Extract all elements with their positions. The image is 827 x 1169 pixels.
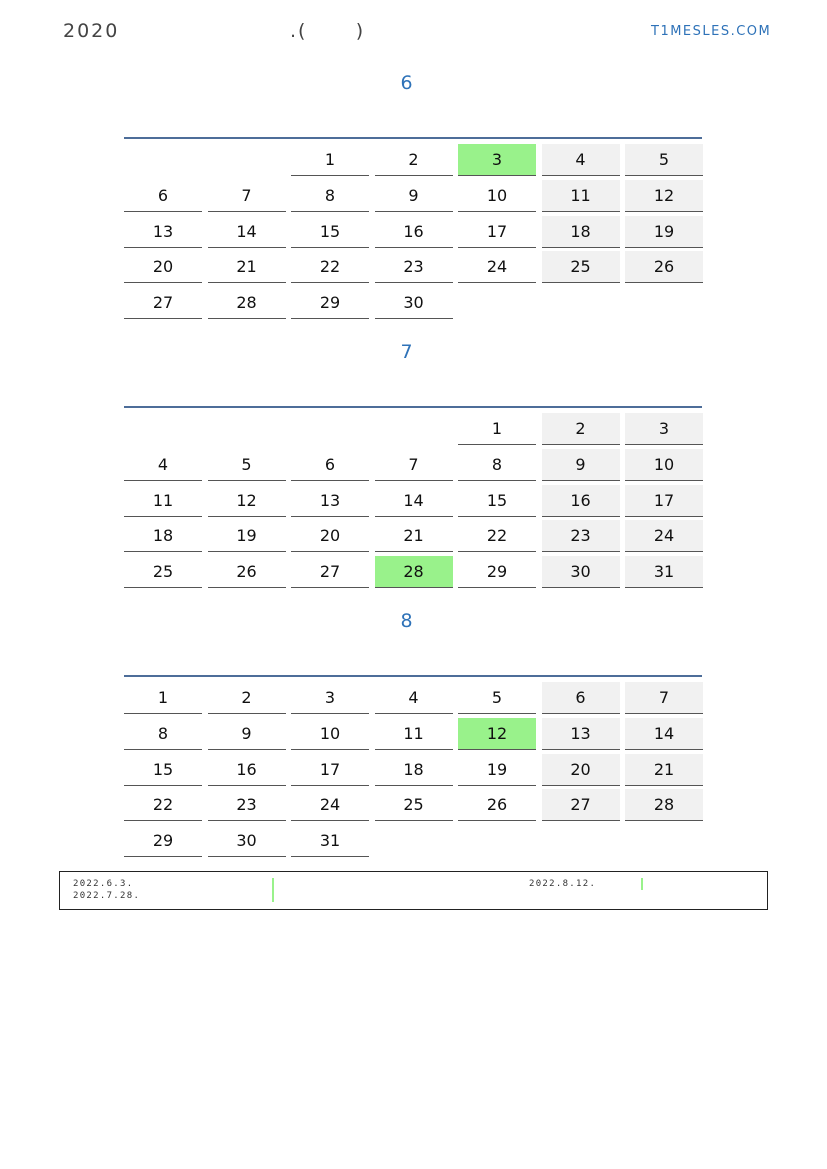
legend-marker — [272, 890, 274, 902]
day-cell[interactable]: 11 — [124, 485, 202, 517]
header-paren: .( ) — [290, 20, 366, 42]
day-cell[interactable]: 20 — [542, 754, 620, 786]
day-cell[interactable]: 1 — [291, 144, 369, 176]
day-cell[interactable]: 22 — [458, 520, 536, 552]
day-cell[interactable]: 31 — [625, 556, 703, 588]
day-cell[interactable]: 18 — [542, 216, 620, 248]
day-cell[interactable]: 9 — [208, 718, 286, 750]
day-cell[interactable]: 23 — [208, 789, 286, 821]
day-cell[interactable]: 28 — [625, 789, 703, 821]
day-cell[interactable]: 26 — [458, 789, 536, 821]
day-cell[interactable]: 3 — [291, 682, 369, 714]
day-cell[interactable]: 8 — [124, 718, 202, 750]
day-cell[interactable]: 6 — [542, 682, 620, 714]
day-cell[interactable]: 17 — [458, 216, 536, 248]
day-cell[interactable]: 27 — [124, 287, 202, 319]
day-cell[interactable]: 4 — [375, 682, 453, 714]
day-cell[interactable]: 5 — [625, 144, 703, 176]
day-cell[interactable]: 29 — [291, 287, 369, 319]
day-cell[interactable]: 21 — [625, 754, 703, 786]
day-cell[interactable]: 11 — [375, 718, 453, 750]
day-cell[interactable]: 2 — [375, 144, 453, 176]
day-cell[interactable]: 31 — [291, 825, 369, 857]
calendar-top-rule — [124, 675, 702, 677]
day-cell[interactable]: 24 — [458, 251, 536, 283]
day-cell[interactable]: 20 — [291, 520, 369, 552]
day-cell[interactable]: 15 — [124, 754, 202, 786]
month-title-july: 7 — [400, 341, 413, 363]
day-cell[interactable]: 17 — [291, 754, 369, 786]
day-cell[interactable]: 22 — [124, 789, 202, 821]
day-cell[interactable]: 19 — [208, 520, 286, 552]
day-cell[interactable]: 6 — [291, 449, 369, 481]
day-cell[interactable]: 18 — [124, 520, 202, 552]
day-cell[interactable]: 26 — [208, 556, 286, 588]
day-cell[interactable]: 1 — [124, 682, 202, 714]
day-cell[interactable]: 14 — [625, 718, 703, 750]
day-cell[interactable]: 13 — [124, 216, 202, 248]
day-cell[interactable]: 29 — [124, 825, 202, 857]
day-cell[interactable]: 12 — [625, 180, 703, 212]
day-cell[interactable]: 10 — [625, 449, 703, 481]
day-cell[interactable]: 27 — [542, 789, 620, 821]
day-cell[interactable]: 24 — [625, 520, 703, 552]
day-cell[interactable]: 3 — [458, 144, 536, 176]
day-cell[interactable]: 15 — [458, 485, 536, 517]
day-cell[interactable]: 16 — [208, 754, 286, 786]
day-cell[interactable]: 28 — [208, 287, 286, 319]
legend-entry: 2022.6.3. — [73, 879, 134, 889]
day-cell[interactable]: 16 — [375, 216, 453, 248]
month-title-june: 6 — [400, 72, 413, 94]
day-cell[interactable]: 23 — [375, 251, 453, 283]
day-cell[interactable]: 30 — [542, 556, 620, 588]
day-cell[interactable]: 10 — [458, 180, 536, 212]
day-cell[interactable]: 11 — [542, 180, 620, 212]
legend-entry: 2022.7.28. — [73, 891, 141, 901]
day-cell[interactable]: 27 — [291, 556, 369, 588]
day-cell[interactable]: 7 — [625, 682, 703, 714]
day-cell[interactable]: 3 — [625, 413, 703, 445]
day-cell[interactable]: 22 — [291, 251, 369, 283]
day-cell[interactable]: 28 — [375, 556, 453, 588]
calendar-top-rule — [124, 137, 702, 139]
day-cell[interactable]: 6 — [124, 180, 202, 212]
day-cell[interactable]: 7 — [375, 449, 453, 481]
legend-marker — [641, 878, 643, 890]
day-cell[interactable]: 2 — [542, 413, 620, 445]
day-cell[interactable]: 5 — [458, 682, 536, 714]
day-cell[interactable]: 13 — [542, 718, 620, 750]
day-cell[interactable]: 10 — [291, 718, 369, 750]
day-cell[interactable]: 13 — [291, 485, 369, 517]
day-cell[interactable]: 19 — [458, 754, 536, 786]
day-cell[interactable]: 18 — [375, 754, 453, 786]
day-cell[interactable]: 21 — [375, 520, 453, 552]
day-cell[interactable]: 8 — [458, 449, 536, 481]
month-title-august: 8 — [400, 610, 413, 632]
day-cell[interactable]: 1 — [458, 413, 536, 445]
day-cell[interactable]: 7 — [208, 180, 286, 212]
holiday-legend — [59, 871, 768, 910]
day-cell[interactable]: 2 — [208, 682, 286, 714]
day-cell[interactable]: 26 — [625, 251, 703, 283]
day-cell[interactable]: 20 — [124, 251, 202, 283]
day-cell[interactable]: 29 — [458, 556, 536, 588]
day-cell[interactable]: 21 — [208, 251, 286, 283]
day-cell[interactable]: 9 — [375, 180, 453, 212]
day-cell[interactable]: 12 — [208, 485, 286, 517]
legend-entry: 2022.8.12. — [529, 879, 597, 889]
day-cell[interactable]: 25 — [375, 789, 453, 821]
day-cell[interactable]: 17 — [625, 485, 703, 517]
day-cell[interactable]: 24 — [291, 789, 369, 821]
day-cell[interactable]: 4 — [542, 144, 620, 176]
day-cell[interactable]: 14 — [375, 485, 453, 517]
day-cell[interactable]: 14 — [208, 216, 286, 248]
day-cell[interactable]: 16 — [542, 485, 620, 517]
day-cell[interactable]: 19 — [625, 216, 703, 248]
day-cell[interactable]: 12 — [458, 718, 536, 750]
day-cell[interactable]: 30 — [375, 287, 453, 319]
day-cell[interactable]: 15 — [291, 216, 369, 248]
day-cell[interactable]: 23 — [542, 520, 620, 552]
day-cell[interactable]: 25 — [542, 251, 620, 283]
day-cell[interactable]: 9 — [542, 449, 620, 481]
day-cell[interactable]: 25 — [124, 556, 202, 588]
header-year: 2020 — [63, 20, 120, 42]
day-cell[interactable]: 4 — [124, 449, 202, 481]
day-cell[interactable]: 8 — [291, 180, 369, 212]
legend-marker — [272, 878, 274, 890]
day-cell[interactable]: 30 — [208, 825, 286, 857]
calendar-top-rule — [124, 406, 702, 408]
site-link[interactable]: T1MESLES.COM — [651, 24, 772, 39]
day-cell[interactable]: 5 — [208, 449, 286, 481]
